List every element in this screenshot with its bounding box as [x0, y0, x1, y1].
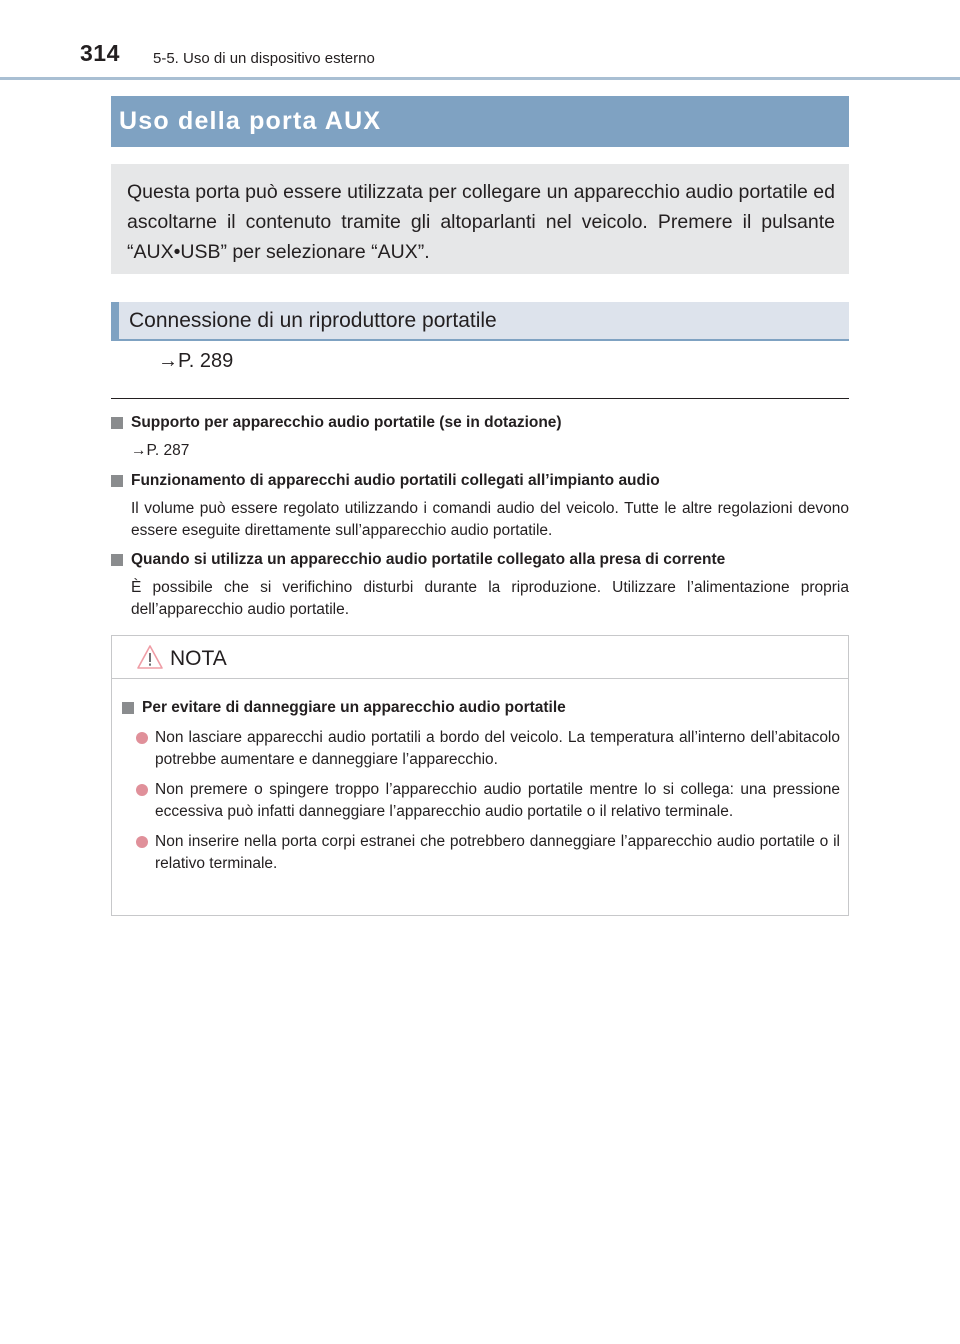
intro-box: Questa porta può essere utilizzata per collegare un apparecchio audio portatile ed ascoltarne il contenuto tramite gli altoparlanti nel veicolo. Premere il pulsante “AUX•USB” per selezionare “AUX”.: [111, 164, 849, 274]
notice-content: [112, 679, 848, 875]
square-bullet-icon: [111, 554, 123, 566]
note-item-operation: [111, 470, 849, 542]
circle-bullet-icon: [136, 784, 148, 796]
notice-list-item: [136, 727, 840, 771]
notice-item-text: Non premere o spingere troppo l’apparecchio audio portatile mentre lo si collega: una pressione eccessiva può infatti danneggiare l’apparecchio audio portatile o il relativo terminale.: [155, 781, 840, 820]
note-title: Quando si utilizza un apparecchio audio portatile collegato alla presa di corrente: [131, 551, 726, 568]
section-title: Uso della porta AUX: [119, 107, 382, 135]
notice-list-item: [136, 779, 840, 823]
connection-page-reference[interactable]: →P. 289: [158, 350, 234, 372]
notice-header: [112, 636, 848, 679]
note-body: È possibile che si verifichino disturbi durante la riproduzione. Utilizzare l’alimentazione propria dell’apparecchio audio portatile.: [131, 579, 849, 618]
divider-rule: [111, 398, 849, 399]
note-item-support: [111, 412, 849, 462]
square-bullet-icon: [111, 417, 123, 429]
square-bullet-icon: [122, 702, 134, 714]
note-title: Supporto per apparecchio audio portatile (se in dotazione): [131, 414, 562, 431]
circle-bullet-icon: [136, 836, 148, 848]
section-banner: [111, 96, 849, 147]
warning-triangle-icon: [136, 644, 164, 670]
square-bullet-icon: [111, 475, 123, 487]
notice-item-text: Non inserire nella porta corpi estranei che potrebbero danneggiare l’apparecchio audio portatile o il relativo terminale.: [155, 833, 840, 872]
notice-box: [111, 635, 849, 916]
notice-list-item: [136, 831, 840, 875]
page-number: 314: [80, 40, 120, 66]
note-item-power-outlet: [111, 549, 849, 621]
note-page-reference[interactable]: →P. 287: [131, 442, 190, 459]
notice-label: NOTA: [170, 647, 227, 670]
running-header: 5-5. Uso di un dispositivo esterno: [153, 50, 375, 67]
header-rule: [0, 77, 960, 80]
circle-bullet-icon: [136, 732, 148, 744]
note-body: Il volume può essere regolato utilizzando i comandi audio del veicolo. Tutte le altre regolazioni devono essere eseguite direttamente sull’apparecchio audio portatile.: [131, 500, 849, 539]
notice-title: Per evitare di danneggiare un apparecchio audio portatile: [142, 699, 566, 716]
notice-item-text: Non lasciare apparecchi audio portatili a bordo del veicolo. La temperatura all’interno dell’abitacolo potrebbe aumentare e danneggiare l’apparecchio.: [155, 729, 840, 768]
note-title: Funzionamento di apparecchi audio portatili collegati all’impianto audio: [131, 472, 660, 489]
connection-subheading: [111, 302, 849, 341]
connection-heading: Connessione di un riproduttore portatile: [129, 308, 497, 332]
